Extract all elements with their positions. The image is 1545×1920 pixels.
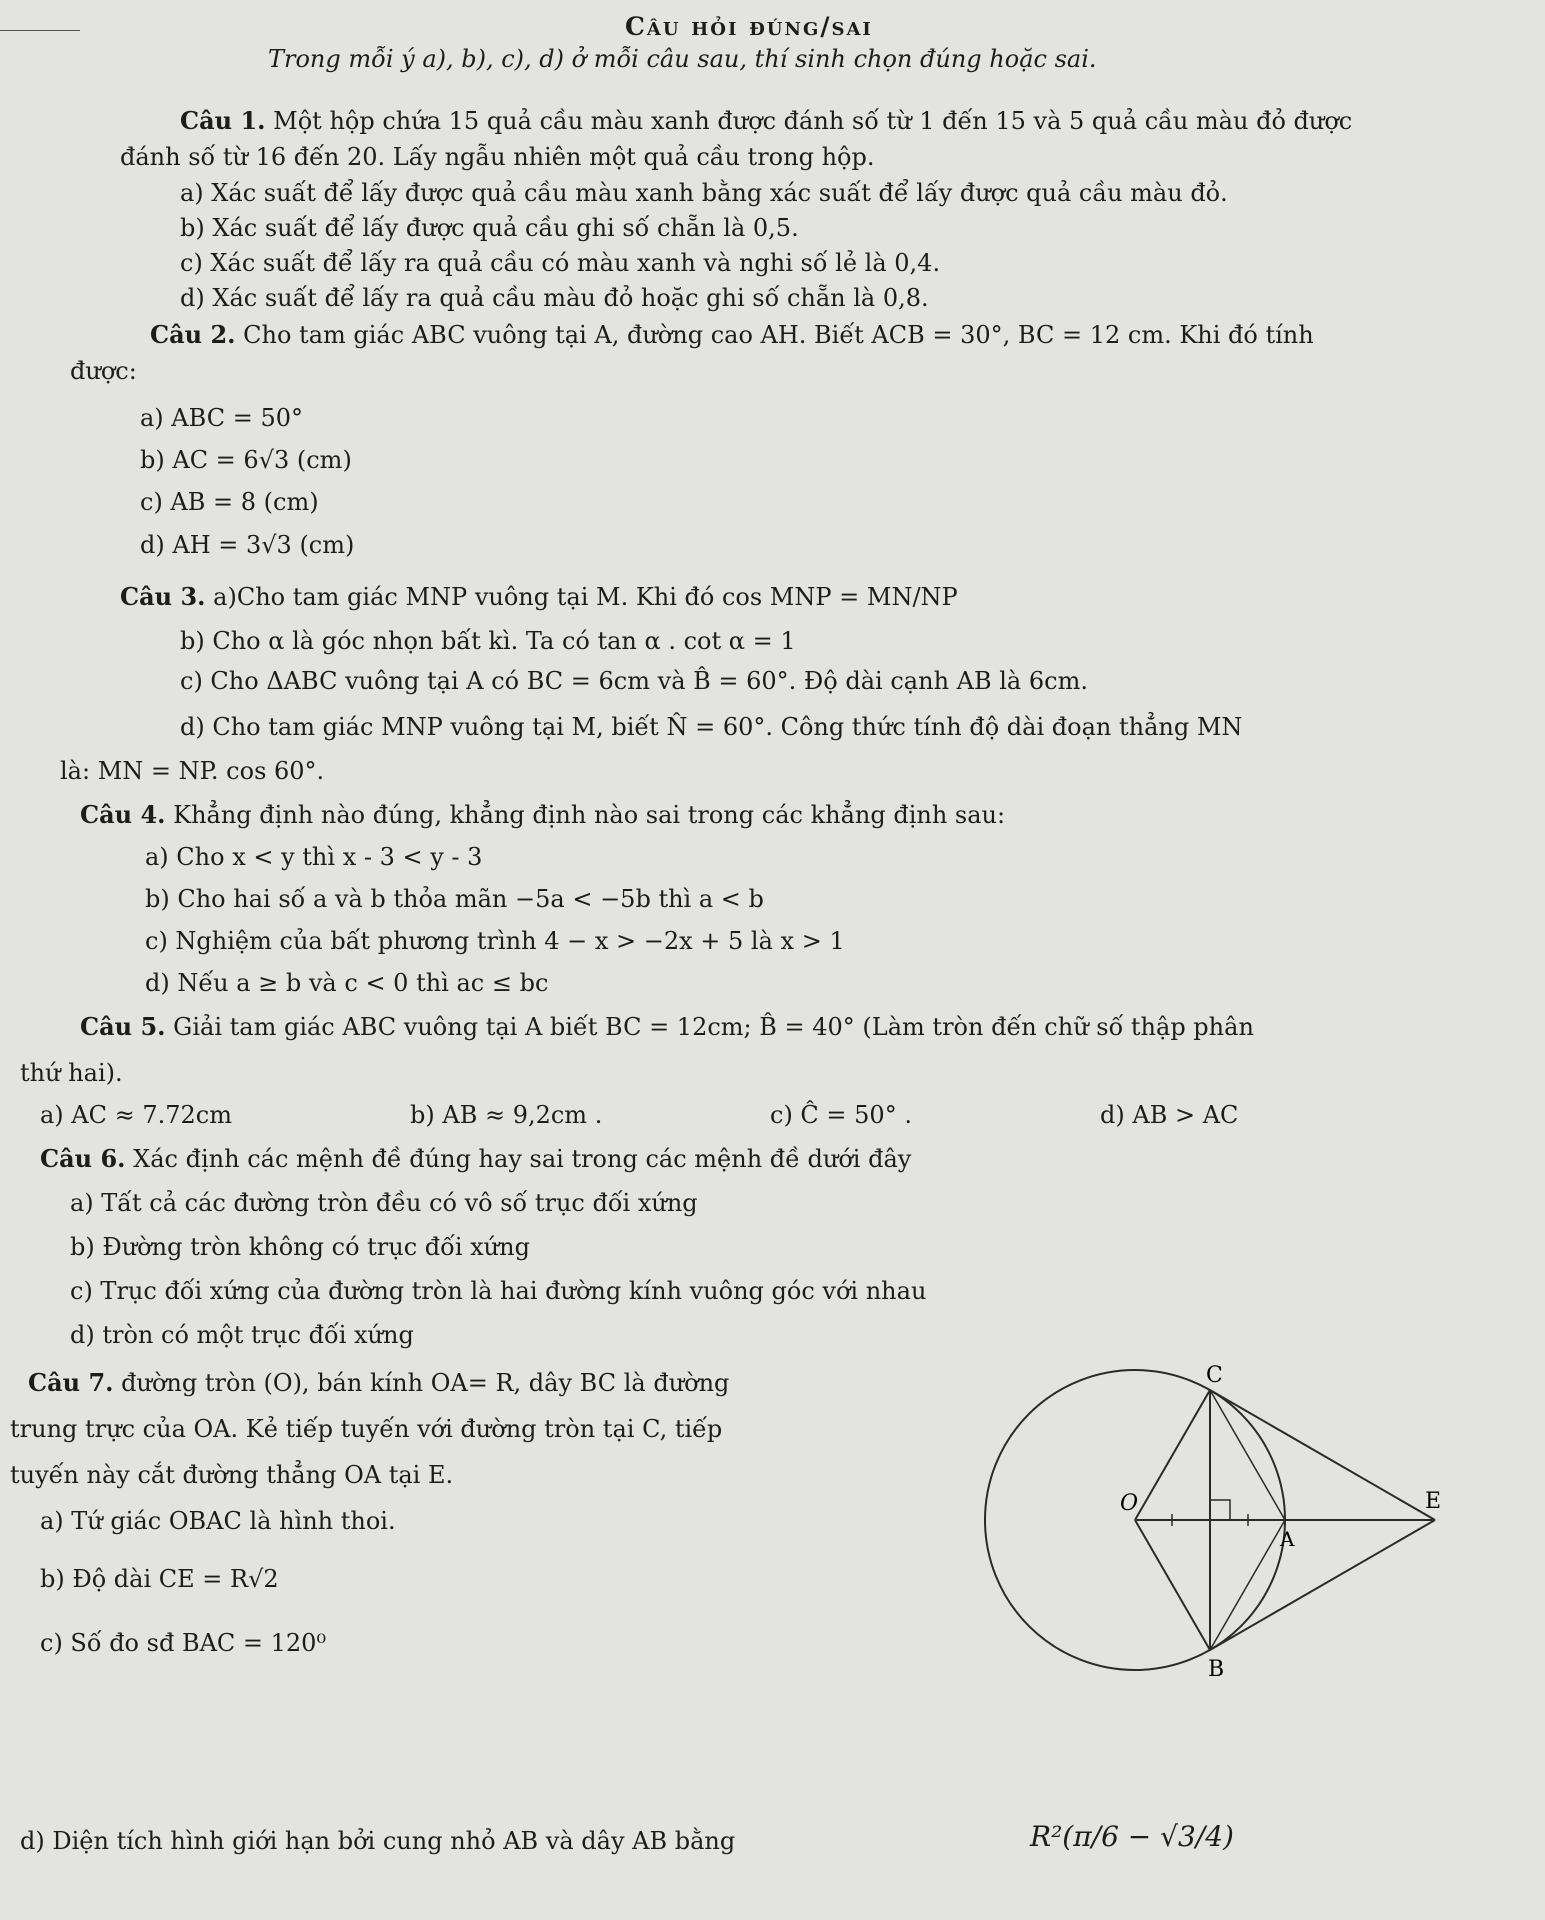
q2-stem1: Cho tam giác ABC vuông tại A, đường cao AH. Biết ACB = 30°, BC = 12 cm. Khi đó tính (243, 321, 1314, 349)
q7-option-d-formula: R²(π/6 − √3/4) (1030, 1820, 1234, 1853)
q1-label: Câu 1. (180, 106, 266, 135)
q5-label: Câu 5. (80, 1012, 166, 1041)
q7-option-d-text: d) Diện tích hình giới hạn bởi cung nhỏ AB và dây AB bằng (20, 1827, 736, 1855)
q1-stem1: Một hộp chứa 15 quả cầu màu xanh được đánh số từ 1 đến 15 và 5 quả cầu màu đỏ được (273, 107, 1353, 135)
q5-option-d: d) AB > AC (1100, 1101, 1239, 1129)
q2-option-a: a) ABC = 50° (140, 404, 303, 432)
q7-label: Câu 7. (28, 1368, 114, 1397)
right-angle-mark (1210, 1500, 1230, 1520)
geometry-figure (980, 1360, 1450, 1680)
q5-option-a: a) AC ≈ 7.72cm (40, 1101, 232, 1129)
q4-option-d: d) Nếu a ≥ b và c < 0 thì ac ≤ bc (145, 969, 549, 997)
q6-option-b: b) Đường tròn không có trục đối xứng (70, 1233, 530, 1261)
q3-option-d-line2: là: MN = NP. cos 60°. (60, 757, 325, 785)
q5-stem-line2: thứ hai). (20, 1059, 123, 1087)
q7-stem-line2: trung trực của OA. Kẻ tiếp tuyến với đường tròn tại C, tiếp (10, 1415, 723, 1443)
q6-stem-text: Xác định các mệnh đề đúng hay sai trong các mệnh đề dưới đây (133, 1145, 912, 1173)
q6-option-c: c) Trục đối xứng của đường tròn là hai đường kính vuông góc với nhau (70, 1277, 927, 1305)
q5-option-c: c) Ĉ = 50° . (770, 1101, 912, 1129)
q5-stem-line1 (80, 1012, 1254, 1042)
q3-option-c: c) Cho ΔABC vuông tại A có BC = 6cm và B̂ = 60°. Độ dài cạnh AB là 6cm. (180, 667, 1088, 695)
q4-stem (80, 800, 1005, 830)
label-b: B (1208, 1657, 1225, 1680)
q7-option-c: c) Số đo sđ BAC = 120⁰ (40, 1629, 327, 1657)
q3-label: Câu 3. (120, 582, 206, 611)
q1-option-c: c) Xác suất để lấy ra quả cầu có màu xanh và nghi số lẻ là 0,4. (180, 249, 941, 277)
q6-option-d: d) tròn có một trục đối xứng (70, 1321, 414, 1349)
q4-label: Câu 4. (80, 800, 166, 829)
q2-stem-line2: được: (70, 357, 137, 385)
segment-ab (1210, 1520, 1285, 1650)
q6-label: Câu 6. (40, 1144, 126, 1173)
q3-option-d-line1: d) Cho tam giác MNP vuông tại M, biết N̂ = 60°. Công thức tính độ dài đoạn thẳng MN (180, 713, 1243, 741)
q1-option-d: d) Xác suất để lấy ra quả cầu màu đỏ hoặc ghi số chẵn là 0,8. (180, 284, 929, 312)
q2-option-d: d) AH = 3√3 (cm) (140, 531, 355, 559)
corner-line (0, 30, 80, 31)
segment-oc (1135, 1390, 1210, 1520)
q4-stem-text: Khẳng định nào đúng, khẳng định nào sai trong các khẳng định sau: (173, 801, 1006, 829)
segment-be (1210, 1520, 1435, 1650)
q2-option-c: c) AB = 8 (cm) (140, 488, 319, 516)
q2-label: Câu 2. (150, 320, 236, 349)
q6-option-a: a) Tất cả các đường tròn đều có vô số trục đối xứng (70, 1189, 698, 1217)
q6-stem (40, 1144, 911, 1174)
q1-option-a: a) Xác suất để lấy được quả cầu màu xanh bằng xác suất để lấy được quả cầu màu đỏ. (180, 179, 1228, 207)
q3-option-b: b) Cho α là góc nhọn bất kì. Ta có tan α . cot α = 1 (180, 627, 796, 655)
q4-option-a: a) Cho x < y thì x - 3 < y - 3 (145, 843, 483, 871)
q4-option-b: b) Cho hai số a và b thỏa mãn −5a < −5b thì a < b (145, 885, 764, 913)
q1-stem-line2: đánh số từ 16 đến 20. Lấy ngẫu nhiên một quả cầu trong hộp. (120, 143, 875, 171)
q2-stem-line1 (150, 320, 1314, 350)
tangent-ce (1210, 1390, 1435, 1520)
label-o: O (1120, 1491, 1139, 1516)
q7-option-b: b) Độ dài CE = R√2 (40, 1565, 279, 1593)
q3-option-a: a)Cho tam giác MNP vuông tại M. Khi đó cos MNP = MN/NP (213, 583, 958, 611)
segment-ob (1135, 1520, 1210, 1650)
q5-option-b: b) AB ≈ 9,2cm . (410, 1101, 603, 1129)
q4-option-c: c) Nghiệm của bất phương trình 4 − x > −2x + 5 là x > 1 (145, 927, 845, 955)
q7-option-a: a) Tứ giác OBAC là hình thoi. (40, 1507, 396, 1535)
q2-option-b: b) AC = 6√3 (cm) (140, 446, 352, 474)
q5-stem1: Giải tam giác ABC vuông tại A biết BC = 12cm; B̂ = 40° (Làm tròn đến chữ số thập phân (173, 1013, 1254, 1041)
instruction: Trong mỗi ý a), b), c), d) ở mỗi câu sau, thí sinh chọn đúng hoặc sai. (268, 45, 1097, 73)
label-e: E (1425, 1489, 1442, 1514)
q1-option-b: b) Xác suất để lấy được quả cầu ghi số chẵn là 0,5. (180, 214, 799, 242)
q3-line-a (120, 582, 958, 612)
section-title: Câu hỏi đúng/sai (625, 12, 873, 41)
q1-stem-line1 (180, 106, 1352, 136)
label-c: C (1206, 1363, 1223, 1388)
label-a: A (1280, 1527, 1295, 1551)
q7-stem1: đường tròn (O), bán kính OA= R, dây BC là đường (121, 1369, 730, 1397)
q7-stem-line3: tuyến này cắt đường thẳng OA tại E. (10, 1461, 454, 1489)
q7-stem-line1 (28, 1368, 729, 1398)
